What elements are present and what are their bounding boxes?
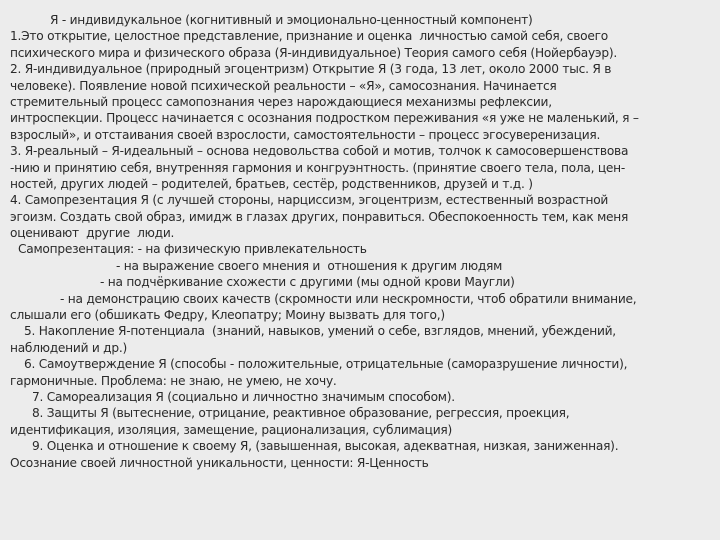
text-line: взрослый», и отстаивания своей взрослости, самостоятельности – процесс эгосуверенизация. [10,127,601,142]
text-line: -нию и принятию себя, внутренняя гармония и конгруэнтность. (принятие своего тела, пола, цен- [10,160,626,175]
text-line: ностей, других людей – родителей, братьев, сестёр, родственников, друзей и т.д. ) [10,176,533,191]
text-line: - на демонстрацию своих качеств (скромности или нескромности, чтоб обратили внимание, [60,291,637,306]
text-line: Осознание своей личностной уникальности, ценности: Я-Ценность [10,455,429,470]
text-line: 5. Накопление Я-потенциала (знаний, навыков, умений о себе, взглядов, мнений, убеждений, [24,324,616,339]
text-line: слышали его (обшикать Федру, Клеопатру; Моину вызвать для того,) [10,308,445,323]
text-line: оценивают другие люди. [10,226,175,241]
text-line: Самопрезентация: - на физическую привлекательность [18,242,367,257]
text-line: 6. Самоутверждение Я (способы - положительные, отрицательные (саморазрушение личности), [24,357,628,372]
text-line: эгоизм. Создать свой образ, имидж в глазах других, понравиться. Обеспокоенность тем, как меня [10,209,629,224]
text-line: 1.Это открытие, целостное представление, признание и оценка личностью самой себя, своего [10,29,608,44]
text-line: 7. Самореализация Я (социально и личностно значимым способом). [32,389,455,404]
text-line: - на подчёркивание схожести с другими (мы одной крови Маугли) [100,275,515,290]
text-line: психического мира и физического образа (Я-индивидуальное) Теория самого себя (Нойербауэр). [10,45,617,60]
text-line: гармоничные. Проблема: не знаю, не умею, не хочу. [10,373,337,388]
text-line: человеке). Появление новой психической реальности – «Я», самосознания. Начинается [10,78,557,93]
text-line: стремительный процесс самопознания через нарождающиеся механизмы рефлексии, [10,94,552,109]
text-line: 9. Оценка и отношение к своему Я, (завышенная, высокая, адекватная, низкая, заниженная). [32,439,619,454]
text-line: интроспекции. Процесс начинается с осознания подростком переживания «я уже не маленький, я – [10,111,639,126]
text-line: 8. Защиты Я (вытеснение, отрицание, реактивное образование, регрессия, проекция, [32,406,570,421]
text-line: идентификация, изоляция, замещение, рационализация, сублимация) [10,422,452,437]
text-line: наблюдений и др.) [10,340,127,355]
text-line: 3. Я-реальный – Я-идеальный – основа недовольства собой и мотив, толчок к самосовершенствова [10,144,629,159]
text-line: 2. Я-индивидуальное (природный эгоцентризм) Открытие Я (3 года, 13 лет, около 2000 тыс. Я в [10,62,612,77]
text-line: - на выражение своего мнения и отношения к другим людям [116,258,503,273]
text-line: 4. Самопрезентация Я (с лучшей стороны, нарциссизм, эгоцентризм, естественный возрастной [10,193,609,208]
document-body [10,12,712,471]
document-title: Я - индивидукальное (когнитивный и эмоционально-ценностный компонент) [50,13,533,27]
